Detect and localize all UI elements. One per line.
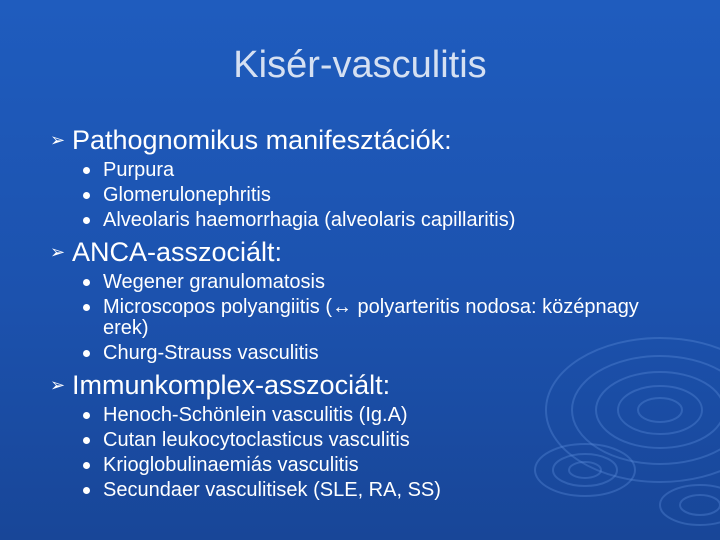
arrow-bullet-icon: ➢ [50, 242, 66, 262]
list-item [50, 343, 710, 364]
list-item [50, 455, 710, 476]
list-item-text: Purpura [103, 159, 175, 181]
list-item [50, 160, 710, 181]
bullet-list [50, 272, 710, 364]
list-item [50, 297, 643, 339]
list-item-text: Wegener granulomatosis [103, 271, 325, 293]
round-bullet-icon [83, 279, 90, 286]
list-item [50, 430, 710, 451]
round-bullet-icon [83, 217, 90, 224]
list-item-text: Alveolaris haemorrhagia (alveolaris capillaritis) [103, 209, 516, 231]
bullet-list [50, 405, 710, 501]
round-bullet-icon [83, 304, 90, 311]
list-item [50, 405, 710, 426]
section-heading [50, 236, 710, 268]
bullet-list [50, 160, 710, 231]
round-bullet-icon [83, 192, 90, 199]
round-bullet-icon [83, 350, 90, 357]
section-heading-text: ANCA-asszociált: [72, 237, 283, 267]
list-item [50, 480, 710, 501]
list-item [50, 272, 710, 293]
list-item-text: Krioglobulinaemiás vasculitis [103, 454, 359, 476]
section-heading [50, 124, 710, 156]
list-item-text: Henoch-Schönlein vasculitis (Ig.A) [103, 404, 408, 426]
round-bullet-icon [83, 487, 90, 494]
slide-title: Kisér-vasculitis [233, 44, 487, 86]
slide-content [50, 124, 710, 506]
list-item-text: Secundaer vasculitisek (SLE, RA, SS) [103, 479, 441, 501]
round-bullet-icon [83, 462, 90, 469]
section-heading [50, 369, 710, 401]
list-item [50, 210, 710, 231]
list-item [50, 185, 710, 206]
arrow-bullet-icon: ➢ [50, 130, 66, 150]
section-heading-text: Immunkomplex-asszociált: [72, 370, 391, 400]
list-item-text: Churg-Strauss vasculitis [103, 342, 319, 364]
round-bullet-icon [83, 437, 90, 444]
section-heading-text: Pathognomikus manifesztációk: [72, 125, 452, 155]
round-bullet-icon [83, 167, 90, 174]
round-bullet-icon [83, 412, 90, 419]
arrow-bullet-icon: ➢ [50, 375, 66, 395]
list-item-text: Glomerulonephritis [103, 184, 271, 206]
list-item-text: Microscopos polyangiitis (↔ polyarteritis nodosa: középnagy erek) [103, 296, 639, 339]
list-item-text: Cutan leukocytoclasticus vasculitis [103, 429, 410, 451]
